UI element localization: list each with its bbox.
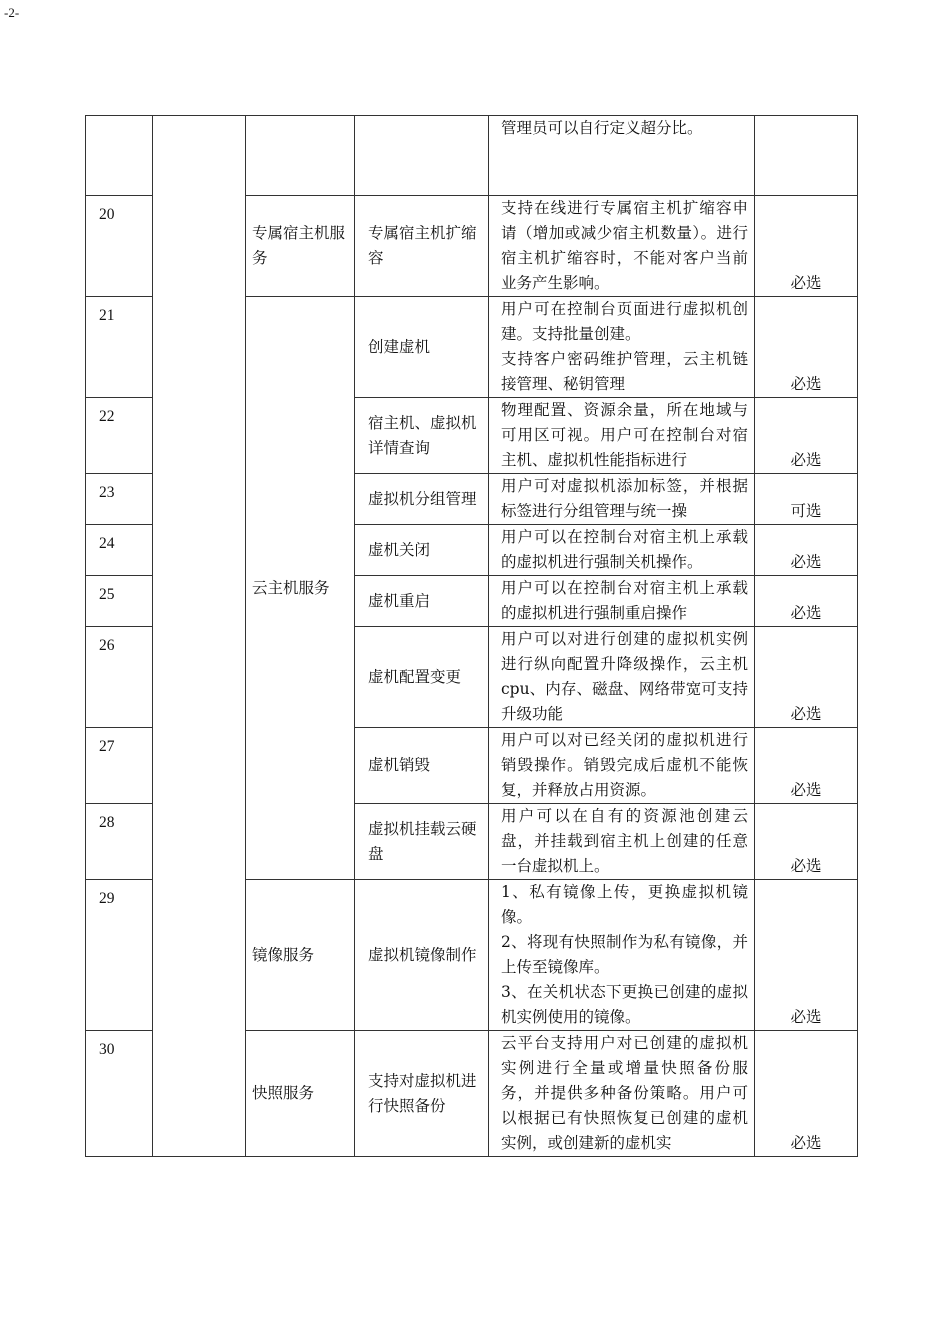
- requirement-cell: 必选: [755, 196, 858, 297]
- item-cell: 创建虚机: [355, 297, 489, 398]
- category-cell: [246, 116, 355, 196]
- requirement-cell: 必选: [755, 1031, 858, 1157]
- category-snapshot: 快照服务: [246, 1031, 355, 1157]
- category-cloud-host: 云主机服务: [246, 297, 355, 880]
- description-cell: 用户可对虚拟机添加标签，并根据标签进行分组管理与统一操: [489, 474, 755, 525]
- requirement-cell: 必选: [755, 576, 858, 627]
- spec-table: [85, 115, 858, 1157]
- row-number: 27: [86, 728, 153, 804]
- description-cell: 1、私有镜像上传，更换虚拟机镜像。 2、将现有快照制作为私有镜像，并上传至镜像库。 3、在关机状态下更换已创建的虚拟机实例使用的镜像。: [489, 880, 755, 1031]
- requirement-cell: 必选: [755, 804, 858, 880]
- item-cell: 虚机重启: [355, 576, 489, 627]
- row-number: 25: [86, 576, 153, 627]
- description-cell: 支持在线进行专属宿主机扩缩容申请（增加或减少宿主机数量）。进行宿主机扩缩容时，不能对客户当前业务产生影响。: [489, 196, 755, 297]
- row-number: [86, 116, 153, 196]
- item-cell: 虚拟机分组管理: [355, 474, 489, 525]
- description-cell: 用户可在控制台页面进行虚拟机创建。支持批量创建。 支持客户密码维护管理，云主机链接管理、秘钥管理: [489, 297, 755, 398]
- requirement-cell: 可选: [755, 474, 858, 525]
- merged-blank-column: [153, 116, 246, 1157]
- item-cell: 虚机关闭: [355, 525, 489, 576]
- description-cell: 用户可以在自有的资源池创建云盘，并挂载到宿主机上创建的任意一台虚拟机上。: [489, 804, 755, 880]
- description-cell: 用户可以在控制台对宿主机上承载的虚拟机进行强制关机操作。: [489, 525, 755, 576]
- item-cell: 虚拟机镜像制作: [355, 880, 489, 1031]
- item-cell: 虚拟机挂载云硬盘: [355, 804, 489, 880]
- page-number: -2-: [4, 5, 20, 20]
- item-cell: 虚机配置变更: [355, 627, 489, 728]
- requirement-cell: 必选: [755, 297, 858, 398]
- row-number: 24: [86, 525, 153, 576]
- requirement-cell: 必选: [755, 525, 858, 576]
- row-number: 22: [86, 398, 153, 474]
- description-cell: 用户可以对已经关闭的虚拟机进行销毁操作。销毁完成后虚机不能恢复，并释放占用资源。: [489, 728, 755, 804]
- item-cell: 宿主机、虚拟机详情查询: [355, 398, 489, 474]
- category-dedicated-host: 专属宿主机服务: [246, 196, 355, 297]
- category-image: 镜像服务: [246, 880, 355, 1031]
- requirement-cell: 必选: [755, 398, 858, 474]
- row-number: 29: [86, 880, 153, 1031]
- description-cell: 用户可以在控制台对宿主机上承载的虚拟机进行强制重启操作: [489, 576, 755, 627]
- item-cell: 专属宿主机扩缩容: [355, 196, 489, 297]
- row-number: 21: [86, 297, 153, 398]
- row-number: 20: [86, 196, 153, 297]
- item-cell: 支持对虚拟机进行快照备份: [355, 1031, 489, 1157]
- item-cell: [355, 116, 489, 196]
- description-cell: 云平台支持用户对已创建的虚拟机实例进行全量或增量快照备份服务，并提供多种备份策略。用户可以根据已有快照恢复已创建的虚机实例，或创建新的虚机实: [489, 1031, 755, 1157]
- row-number: 30: [86, 1031, 153, 1157]
- requirement-cell: 必选: [755, 880, 858, 1031]
- item-cell: 虚机销毁: [355, 728, 489, 804]
- description-cell: 物理配置、资源余量，所在地域与可用区可视。用户可在控制台对宿主机、虚拟机性能指标进行: [489, 398, 755, 474]
- requirement-cell: [755, 116, 858, 196]
- row-number: 23: [86, 474, 153, 525]
- row-number: 28: [86, 804, 153, 880]
- requirement-cell: 必选: [755, 728, 858, 804]
- row-number: 26: [86, 627, 153, 728]
- requirement-cell: 必选: [755, 627, 858, 728]
- table-row: [86, 116, 858, 196]
- description-cell: 管理员可以自行定义超分比。: [489, 116, 755, 196]
- description-cell: 用户可以对进行创建的虚拟机实例进行纵向配置升降级操作，云主机cpu、内存、磁盘、网络带宽可支持升级功能: [489, 627, 755, 728]
